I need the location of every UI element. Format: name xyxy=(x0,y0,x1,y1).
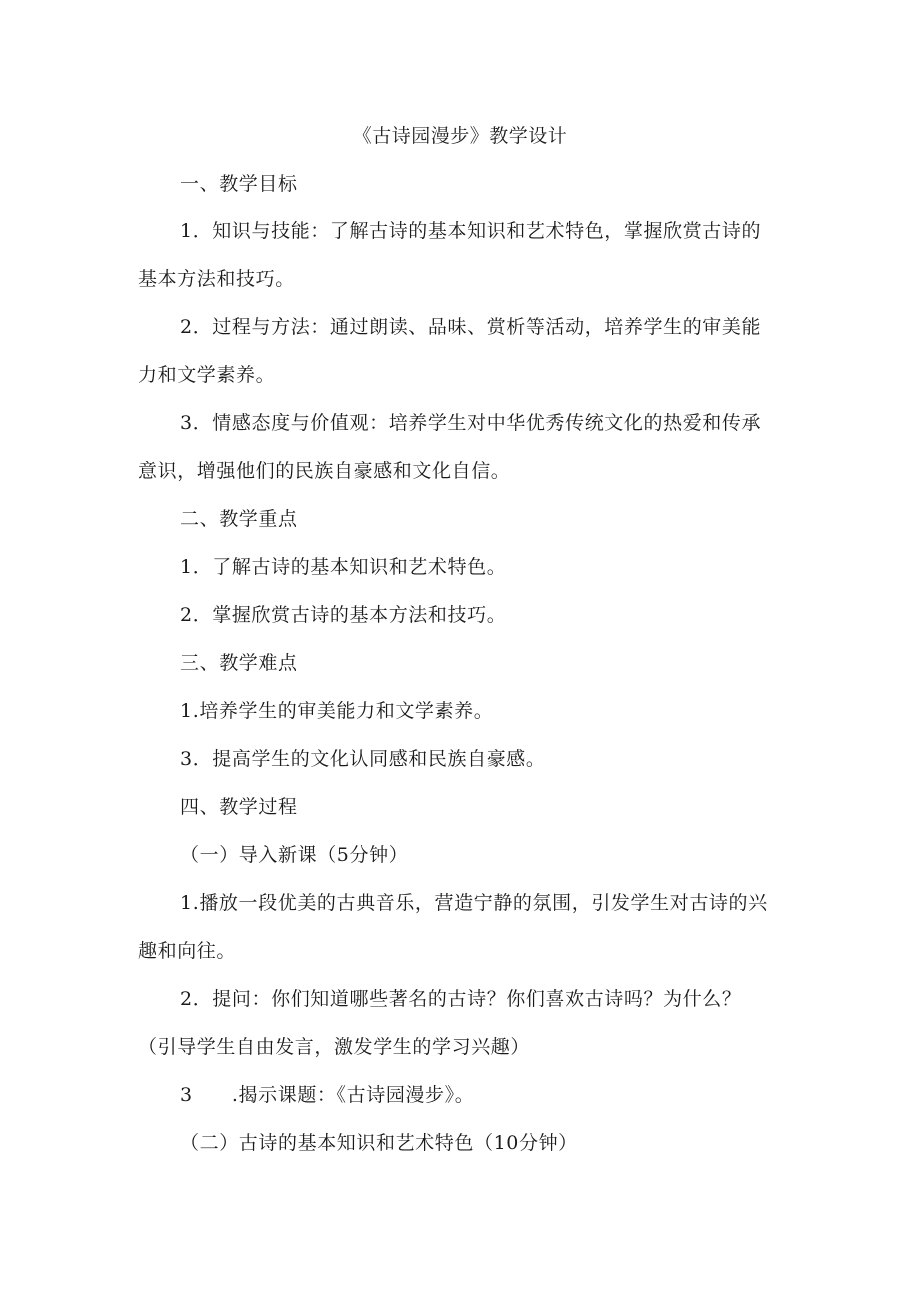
list-item: 3．提高学生的文化认同感和民族自豪感。 xyxy=(180,748,546,770)
section-heading-difficulties: 三、教学难点 xyxy=(180,652,298,674)
list-item: 1.培养学生的审美能力和文学素养。 xyxy=(180,700,494,722)
paragraph-line: 3．情感态度与价值观：培养学生对中华优秀传统文化的热爱和传承 xyxy=(180,412,762,434)
section-heading-process: 四、教学过程 xyxy=(180,796,298,818)
paragraph-line: 趣和向往。 xyxy=(138,940,237,962)
paragraph-line: 1.播放一段优美的古典音乐，营造宁静的氛围，引发学生对古诗的兴 xyxy=(180,892,768,914)
paragraph-line: 2．过程与方法：通过朗读、品味、赏析等活动，培养学生的审美能 xyxy=(180,316,762,338)
list-item: 2．掌握欣赏古诗的基本方法和技巧。 xyxy=(180,604,507,626)
paragraph-line: 1．知识与技能：了解古诗的基本知识和艺术特色，掌握欣赏古诗的 xyxy=(180,220,762,242)
paragraph-line: 2．提问：你们知道哪些著名的古诗？你们喜欢古诗吗？为什么？ xyxy=(180,988,742,1010)
paragraph-line: 3 .揭示课题：《古诗园漫步》。 xyxy=(180,1084,475,1106)
paragraph-line: 意识，增强他们的民族自豪感和文化自信。 xyxy=(138,460,511,482)
subsection-heading: （一）导入新课（5分钟） xyxy=(180,844,409,866)
subsection-heading: （二）古诗的基本知识和艺术特色（10分钟） xyxy=(180,1132,578,1154)
section-heading-key-points: 二、教学重点 xyxy=(180,508,298,530)
document-title: 《古诗园漫步》教学设计 xyxy=(352,125,568,147)
section-heading-objectives: 一、教学目标 xyxy=(180,173,298,195)
paragraph-line: 基本方法和技巧。 xyxy=(138,268,295,290)
list-item: 1．了解古诗的基本知识和艺术特色。 xyxy=(180,556,507,578)
paragraph-line: （引导学生自由发言，激发学生的学习兴趣） xyxy=(138,1036,531,1058)
paragraph-line: 力和文学素养。 xyxy=(138,364,276,386)
